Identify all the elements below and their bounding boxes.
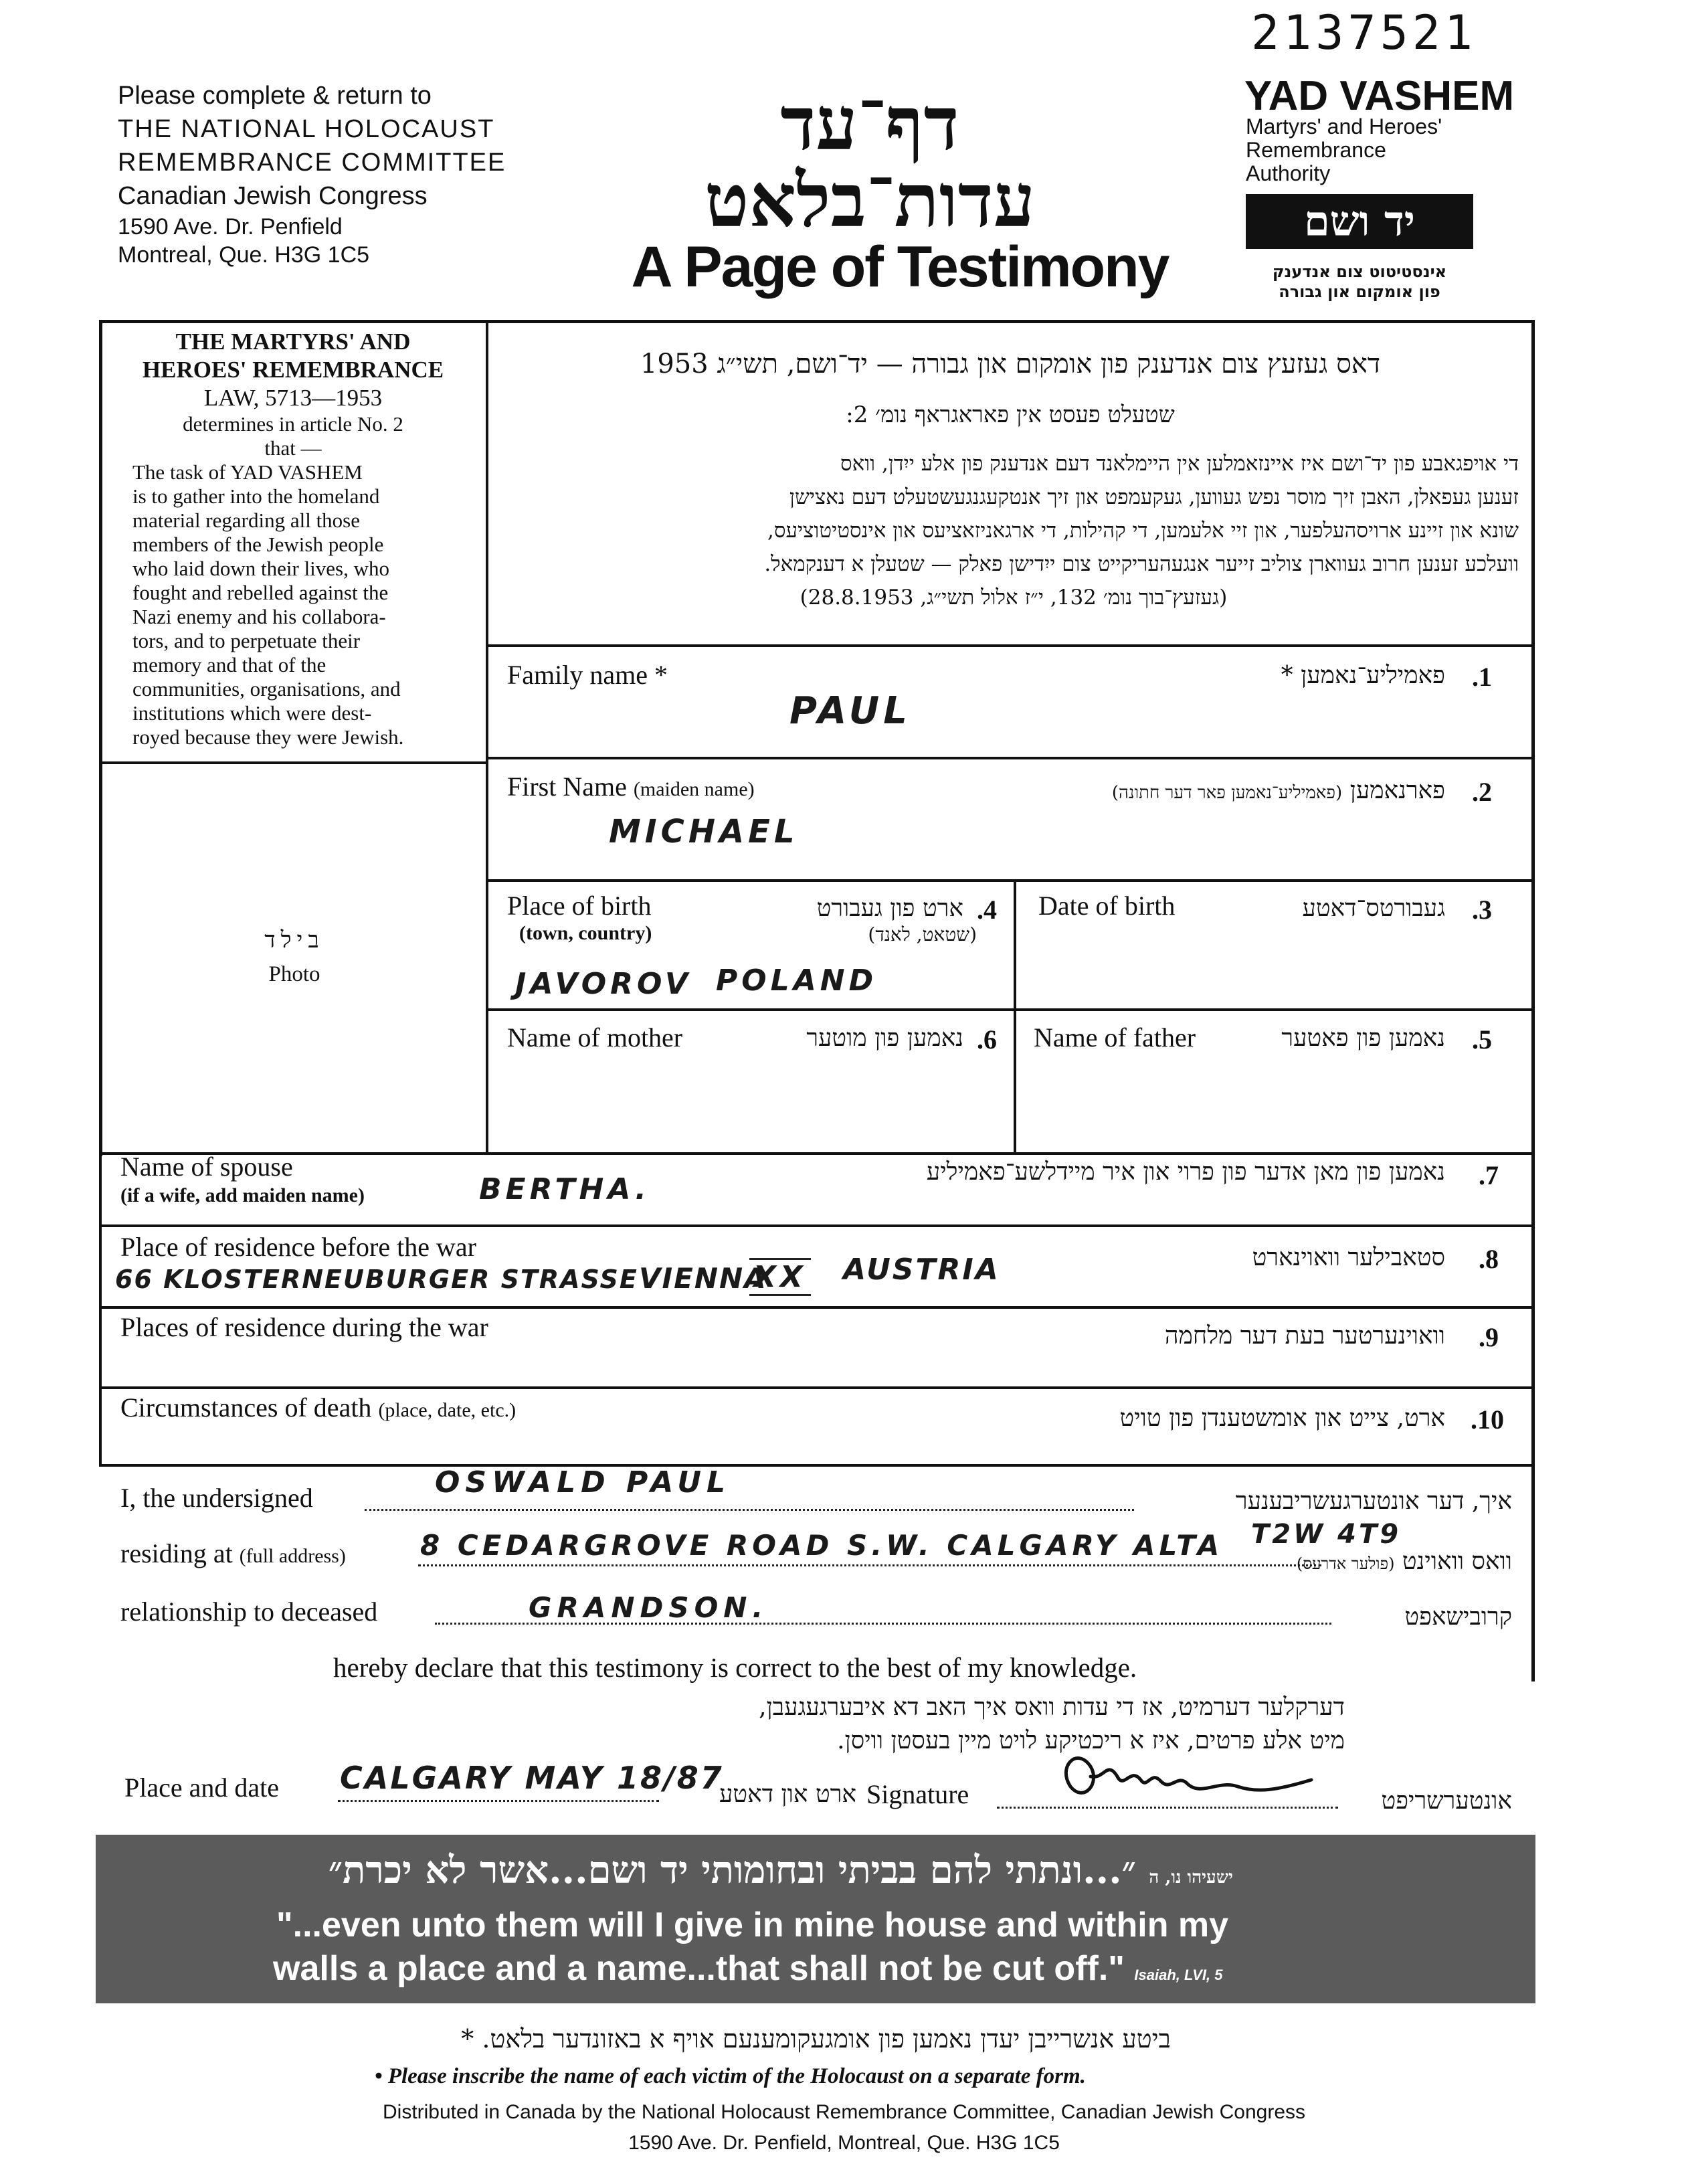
spouse-hebrew: נאמען פון מאן אדער פון פרוי און איר מיידלשע־פאמיליע: [926, 1158, 1445, 1186]
org-subtitle: [1246, 115, 1442, 185]
law-body: [106, 460, 480, 749]
death-hebrew: ארט, צייט און אומשטענדן פון טויט: [1119, 1404, 1445, 1432]
residence-before-district[interactable]: XX: [749, 1258, 811, 1296]
residence-before-city[interactable]: VIENNA: [639, 1262, 767, 1295]
field-number: .8: [1479, 1244, 1499, 1274]
org-name: YAD VASHEM: [1244, 73, 1515, 119]
banner-line-1: "...even unto them will I give in mine house and within my: [276, 1906, 1229, 1944]
signature-label: Signature: [866, 1779, 969, 1809]
law-box: [106, 328, 480, 749]
undersigned-field[interactable]: OSWALD PAUL: [435, 1465, 731, 1499]
declaration-hebrew: דערקלער דערמיט, אז די עדות וואס איך האב דא איבערגעגעבן,: [759, 1694, 1345, 1721]
footer-address: 1590 Ave. Dr. Penfield, Montreal, Que. H3G 1C5: [628, 2132, 1060, 2154]
first-name-hebrew: פארנאמען: [1349, 777, 1445, 804]
law-body-line: fought and rebelled against the: [132, 581, 389, 604]
return-line: 1590 Ave. Dr. Penfield: [118, 214, 343, 240]
field-number: .6: [977, 1024, 997, 1055]
name-of-mother-hebrew: נאמען פון מוטער: [806, 1024, 963, 1052]
return-address: [118, 79, 506, 269]
first-name-hebrew-label: [870, 776, 1445, 804]
family-name-field[interactable]: PAUL: [789, 689, 911, 733]
law-body-line: Nazi enemy and his collabora-: [132, 605, 386, 628]
residing-hebrew-sub: (פולער אדרעס): [1296, 1554, 1395, 1573]
place-of-birth-hebrew-sub: (שטאט, לאנד): [868, 923, 977, 945]
field-number: .7: [1479, 1160, 1499, 1190]
spouse-label: Name of spouse: [120, 1152, 293, 1182]
law-body-line: The task of YAD VASHEM: [132, 460, 363, 484]
place-date-hebrew: ארט און דאטע: [719, 1781, 856, 1808]
photo-label: Photo: [268, 962, 320, 986]
place-of-birth-label: Place of birth: [507, 891, 652, 921]
return-line: REMEMBRANCE COMMITTEE: [118, 149, 506, 177]
relationship-field[interactable]: GRANDSON.: [529, 1591, 769, 1624]
heb-law-body: [508, 447, 1519, 614]
law-body-line: royed because they were Jewish.: [132, 725, 404, 749]
field-number: .9: [1479, 1322, 1499, 1352]
spouse-field[interactable]: BERTHA.: [479, 1172, 650, 1206]
place-date-label: Place and date: [124, 1772, 279, 1803]
name-of-father-hebrew: נאמען פון פאטער: [1281, 1024, 1445, 1052]
first-name-hebrew-sub: (פאמיליע־נאמען פאר דער חתונה): [1111, 783, 1343, 803]
field-number: .3: [1472, 895, 1492, 925]
return-line: Montreal, Que. H3G 1C5: [118, 242, 370, 268]
relationship-hebrew: קרובישאפט: [1404, 1603, 1512, 1631]
yad-vashem-logo: יד ושם: [1246, 194, 1473, 249]
law-title: LAW, 5713—1953: [203, 385, 383, 411]
return-line: Canadian Jewish Congress: [118, 182, 428, 210]
residence-during-label: Places of residence during the war: [120, 1312, 488, 1342]
org-sub-line: Remembrance: [1246, 138, 1386, 162]
place-of-birth-sub: (town, country): [519, 922, 652, 944]
photo-hebrew-label: בילד: [264, 927, 324, 953]
declaration-hebrew: מיט אלע פרטים, איז א ריכטיקע לויט מיין בעסטן וויסן.: [837, 1727, 1345, 1754]
first-name-sub: (maiden name): [633, 778, 755, 800]
name-of-mother-label: Name of mother: [507, 1022, 683, 1053]
date-of-birth-label: Date of birth: [1038, 891, 1176, 921]
law-title: THE MARTYRS' AND: [175, 329, 411, 355]
first-name-field[interactable]: MICHAEL: [609, 813, 799, 850]
signature-hebrew: אונטערשריפט: [1381, 1787, 1512, 1815]
place-of-birth-town[interactable]: JAVOROV: [515, 967, 692, 1001]
field-number: .10: [1471, 1404, 1504, 1435]
residence-during-hebrew: וואוינערטער בעת דער מלחמה: [1164, 1322, 1445, 1350]
banner-line-2: [273, 1948, 1222, 1989]
residence-before-country[interactable]: AUSTRIA: [843, 1253, 1000, 1287]
law-intro: determines in article No. 2: [183, 412, 403, 436]
first-name-label: [507, 771, 755, 802]
declaration-text: hereby declare that this testimony is correct to the best of my knowledge.: [333, 1652, 1137, 1683]
return-line: THE NATIONAL HOLOCAUST: [118, 115, 495, 143]
place-of-birth-country[interactable]: POLAND: [716, 964, 878, 998]
family-name-hebrew-label: פאמיליע־נאמען *: [1281, 662, 1445, 689]
residence-before-hebrew: סטאבילער וואוינארט: [1252, 1244, 1445, 1271]
org-sub-line: Martyrs' and Heroes': [1246, 114, 1442, 139]
heb-law-title: דאס געזעץ צום אנדענק פון אומקום און גבורה — יד־ושם, תשי״ג 1953: [640, 349, 1381, 379]
undersigned-label: I, the undersigned: [120, 1483, 313, 1513]
banner-hebrew-text: ״...ונתתי להם בביתי ובחומותי יד ושם...אשר לא יכרת״: [328, 1848, 1136, 1892]
org-hebrew-line: פון אומקום און גבורה: [1279, 282, 1440, 301]
banner-hebrew-quote: [96, 1848, 1233, 1892]
law-body-line: tors, and to perpetuate their: [132, 629, 361, 652]
law-body-line: material regarding all those: [132, 509, 361, 532]
name-of-father-label: Name of father: [1034, 1022, 1196, 1053]
field-number: .2: [1472, 777, 1492, 807]
residing-hebrew-text: וואס וואוינט: [1402, 1548, 1512, 1575]
spouse-sub: (if a wife, add maiden name): [120, 1184, 365, 1206]
residing-sub: (full address): [239, 1545, 346, 1567]
law-title: HEROES' REMEMBRANCE: [142, 357, 444, 383]
relationship-label: relationship to deceased: [120, 1597, 378, 1627]
residing-hebrew: [1291, 1547, 1512, 1575]
signature-mark: [1044, 1740, 1325, 1813]
quote-banner: [96, 1835, 1535, 2003]
footer-instruction-text: Please inscribe the name of each victim of the Holocaust on a separate form.: [387, 2064, 1086, 2088]
heb-law-subtitle: שטעלט פעסט אין פאראגראף נומ׳ 2:: [846, 401, 1175, 428]
heb-law-line: (געזעץ־בוך נומ׳ 132, י״ז אלול תשי״ג, 28.8.1953): [800, 585, 1228, 610]
place-date-field[interactable]: CALGARY MAY 18/87: [340, 1760, 724, 1796]
heb-law-line: וועלכע זענען חרוב געווארן צוליב זייער אנגעהעריקייט צום ייִדישן פאלק — שטעלן א דענקמאל.: [764, 552, 1519, 576]
law-body-line: communities, organisations, and: [132, 677, 401, 701]
hebrew-title: דף־עד: [780, 80, 959, 167]
family-name-label: Family name *: [507, 660, 668, 690]
death-label: [120, 1392, 516, 1423]
heb-law-line: די אויפגאבע פון יד־ושם איז איינזאמלען אין היימלאנד דעם אנדענק פון אלע ייִדן, וואס: [840, 452, 1519, 476]
heb-law-line: שונא און זיינע ארויסהעלפער, און זיי אלעמען, די קהילות, די ארגאניזאציעס און אינסטיטוציעס,: [767, 519, 1519, 543]
footer-hebrew-text: ביטע אנשרייבן יעדן נאמען פון אומגעקומענעם אויף א באזונדער בלאט.: [482, 2024, 1171, 2054]
residing-label-text: residing at: [120, 1538, 233, 1568]
residing-field[interactable]: 8 CEDARGROVE ROAD S.W. CALGARY ALTA: [420, 1529, 1224, 1562]
return-line: Please complete & return to: [118, 82, 432, 110]
org-sub-line: Authority: [1246, 161, 1331, 185]
banner-hebrew-ref: ישעיהו נו, ה: [1149, 1868, 1233, 1888]
death-label-text: Circumstances of death: [120, 1392, 372, 1423]
law-body-line: memory and that of the: [132, 653, 326, 676]
footer-distributed: Distributed in Canada by the National Holocaust Remembrance Committee, Canadian Jewish Congress: [382, 2101, 1306, 2123]
footer-hebrew: ביטע אנשרייבן יעדן נאמען פון אומגעקומענעם אויף א באזונדער בלאט. *: [461, 2024, 1171, 2054]
footer-instruction: • Please inscribe the name of each victim of the Holocaust on a separate form.: [375, 2064, 1086, 2088]
death-sub: (place, date, etc.): [378, 1399, 517, 1421]
first-name-label-text: First Name: [507, 771, 627, 802]
law-body-line: members of the Jewish people: [132, 533, 384, 556]
banner-line-2-text: walls a place and a name...that shall not be cut off.": [273, 1949, 1125, 1988]
residence-before-street[interactable]: 66 KLOSTERNEUBURGER STRASSE: [115, 1265, 638, 1294]
law-body-line: who laid down their lives, who: [132, 557, 390, 580]
field-number: .1: [1472, 662, 1492, 692]
residing-label: [120, 1538, 346, 1569]
page-title: A Page of Testimony: [631, 235, 1169, 299]
law-body-line: institutions which were dest-: [132, 701, 372, 725]
org-hebrew-line: אינסטיטוט צום אנדענק: [1272, 262, 1447, 281]
place-of-birth-hebrew: ארט פון געבורט: [816, 895, 963, 922]
law-body-line: is to gather into the homeland: [132, 484, 380, 508]
banner-ref: Isaiah, LVI, 5: [1134, 1967, 1223, 1983]
law-intro: that —: [264, 436, 322, 460]
field-number: .5: [1472, 1024, 1492, 1055]
residence-before-label: Place of residence before the war: [120, 1232, 476, 1262]
document-number: 2137521: [1251, 5, 1477, 60]
yiddish-title: עדות־בלאט: [704, 157, 1036, 244]
date-of-birth-hebrew: געבורטס־דאטע: [1302, 895, 1445, 922]
heb-law-line: זענען געפאלן, האבן זיך מוסר נפש געווען, געקעמפט און זיך אנטקעגנגעשטעלט דעם נאצישן: [789, 485, 1519, 509]
postal-code-field[interactable]: T2W 4T9: [1251, 1519, 1402, 1550]
field-number: .4: [977, 895, 997, 925]
undersigned-hebrew: איך, דער אונטערגעשריבענער: [1235, 1487, 1512, 1515]
